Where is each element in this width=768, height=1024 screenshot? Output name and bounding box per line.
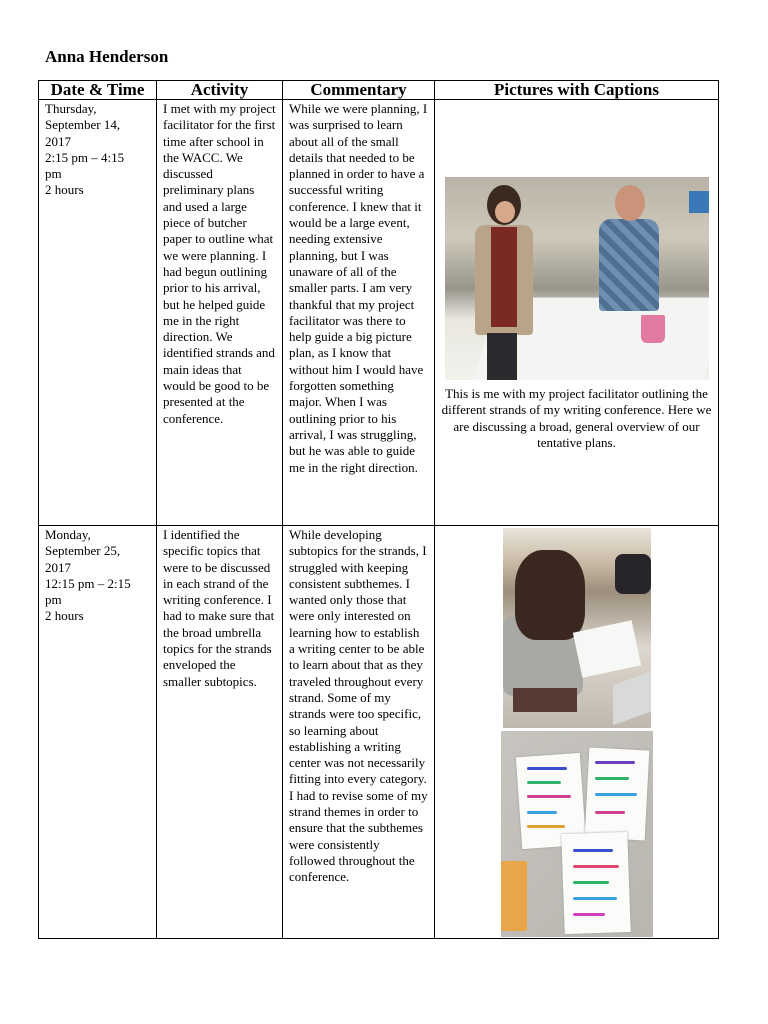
- man-figure: [595, 185, 661, 310]
- date-line: Monday,: [45, 527, 91, 542]
- column-header-pictures: Pictures with Captions: [435, 81, 719, 100]
- commentary-cell: While we were planning, I was surprised to learn about all of the small details that needed to be planned in order to have a successful writing conference. I knew that it would be a large event, needing extensive planning, but I was unaware of all of the smaller parts. I am very thankful that my project facilitator was there to help guide a big picture plan, as I know that without him I would have forgotten something major. When I was outlining prior to his arrival, I was struggling, but he was able to guide me in the right direction.: [283, 100, 435, 526]
- date-line: pm: [45, 166, 62, 182]
- date-line: September 14,: [45, 117, 121, 133]
- author-name: Anna Henderson: [45, 47, 169, 66]
- pictures-cell: [435, 100, 719, 526]
- laptop: [613, 671, 651, 726]
- date-line: 12:15 pm – 2:15: [45, 575, 131, 591]
- table-row: [39, 526, 719, 939]
- commentary-cell: While developing subtopics for the strands, I struggled with keeping consistent subthemes. I wanted only those that were only interested on learning how to establish a writing center to be able to learn about that as they traveled throughout every strand. Some of my strands were too specific, so learning about establishing a writing center was not necessarily fitting into every category. I had to revise some of my strand themes in order to ensure that the subthemes were consistently followed throughout the conference.: [283, 526, 435, 939]
- date-cell: [39, 100, 157, 526]
- pictures-cell: [435, 526, 719, 939]
- date-line: 2017: [45, 133, 71, 149]
- date-cell: [39, 526, 157, 939]
- date-line: September 25,: [45, 543, 121, 559]
- writing-photo: [503, 528, 651, 728]
- date-line: 2:15 pm – 4:15: [45, 149, 125, 165]
- strand-sheets-photo: [501, 731, 653, 937]
- column-header-commentary: Commentary: [283, 81, 435, 100]
- date-line: 2 hours: [45, 608, 84, 624]
- student-legs: [513, 688, 577, 712]
- planning-photo: [445, 177, 709, 380]
- photo-caption: This is me with my project facilitator outlining the different strands of my writing conference. Here we are discussing a broad, general overview of our tentative plans.: [441, 386, 712, 450]
- column-header-activity: Activity: [157, 81, 283, 100]
- log-table: [38, 80, 719, 939]
- activity-cell: I identified the specific topics that were to be discussed in each strand of the writing conference. I had to make sure that the broad umbrella topics for the strands enveloped the smaller subtopics.: [157, 526, 283, 939]
- notebook-paper: [572, 620, 640, 677]
- cup: [501, 861, 527, 931]
- date-line: 2 hours: [45, 182, 84, 198]
- table-row: [39, 100, 719, 526]
- woman-figure: [473, 185, 535, 380]
- date-line: 2017: [45, 559, 71, 575]
- column-header-date: Date & Time: [39, 81, 157, 100]
- date-line: pm: [45, 592, 62, 608]
- background-person: [615, 554, 651, 594]
- marker-bucket: [641, 315, 665, 343]
- student-hair: [515, 550, 585, 640]
- header-row: [39, 81, 719, 100]
- tv-screen: [689, 191, 709, 213]
- activity-cell: I met with my project facilitator for the first time after school in the WACC. We discussed preliminary plans and used a large piece of butcher paper to outline what we were planning. I had begun outlining prior to his arrival, but he helped guide me in the right direction. We identified strands and main ideas that would be good to be presented at the conference.: [157, 100, 283, 526]
- date-line: Thursday,: [45, 101, 97, 116]
